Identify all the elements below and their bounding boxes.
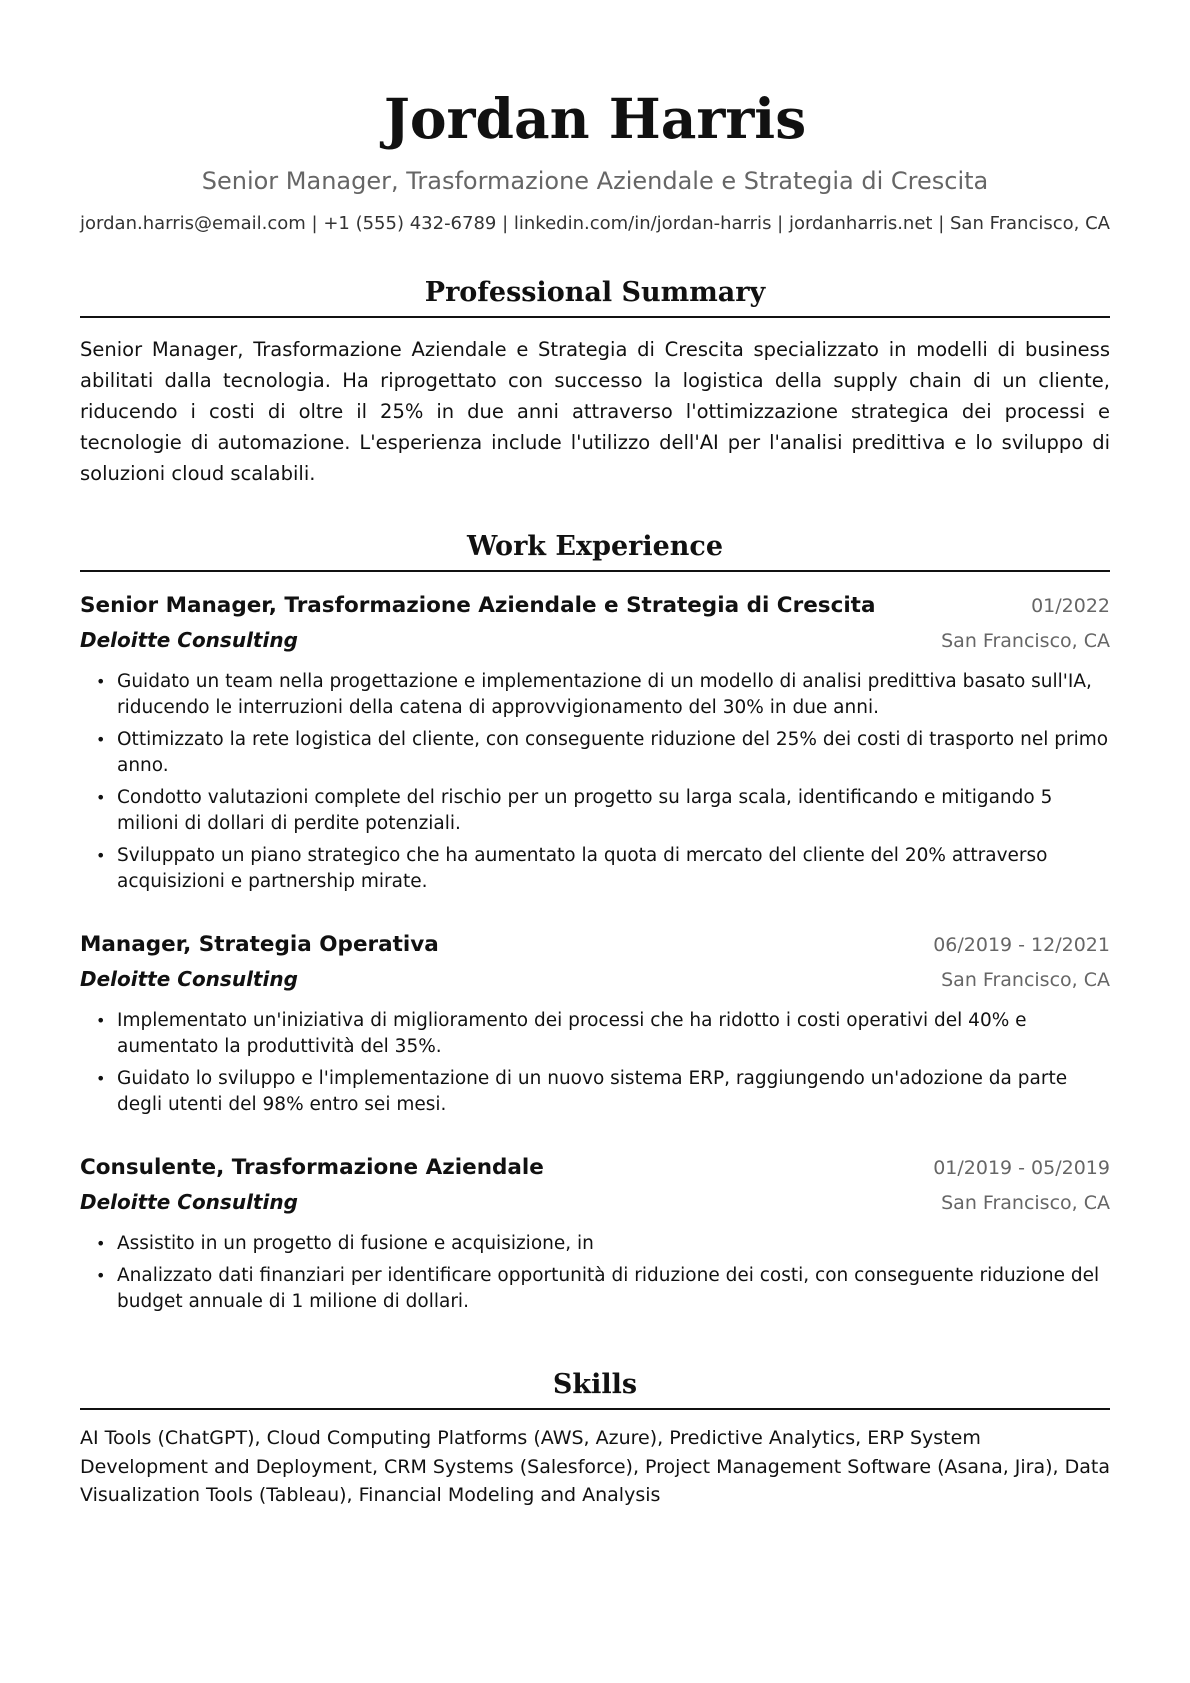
job-bullet: • Guidato lo sviluppo e l'implementazione di un nuovo sistema ERP, raggiungendo un'adozione da parte degli utenti del 98% entro sei mesi. [117,1066,1110,1118]
job-title-row [80,929,1110,961]
job-bullet: • Assistito in un progetto di fusione e acquisizione, in [117,1231,1110,1257]
job-bullet: • Ottimizzato la rete logistica del cliente, con conseguente riduzione del 25% dei costi di trasporto nel primo anno. [117,727,1110,779]
job-company: Deloitte Consulting [80,967,298,991]
contact-line: jordan.harris@email.com | +1 (555) 432-6789 | linkedin.com/in/jordan-harris | jordanharris.net | San Francisco, CA [80,213,1110,234]
job-bullets [80,1008,1110,1118]
job-bullets [80,669,1110,895]
job-entry [80,590,1110,895]
skills-text: AI Tools (ChatGPT), Cloud Computing Platforms (AWS, Azure), Predictive Analytics, ERP System Development and Deployment, CRM Systems (Salesforce), Project Management Software (Asana, Jira), Data Visualization Tools (Tableau), Financial Modeling and Analysis [80,1427,1110,1506]
job-entry [80,1152,1110,1315]
job-dates: 01/2019 - 05/2019 [933,1157,1110,1179]
job-bullets [80,1231,1110,1315]
job-bullet: • Guidato un team nella progettazione e implementazione di un modello di analisi predittiva basato sull'IA, riducendo le interruzioni della catena di approvvigionamento del 30% in due anni. [117,669,1110,721]
job-dates: 01/2022 [1031,595,1110,617]
job-location: San Francisco, CA [941,969,1110,991]
summary-section [80,273,1110,489]
job-company-row [80,622,1110,659]
job-location: San Francisco, CA [941,630,1110,652]
summary-text: Senior Manager, Trasformazione Aziendale e Strategia di Crescita specializzato in modelli di business abilitati dalla tecnologia. Ha riprogettato con successo la logistica della supply chain di un cliente, riducendo i costi di oltre il 25% in due anni attraverso l'ottimizzazione strategica dei processi e tecnologie di automazione. L'esperienza include l'utilizzo dell'AI per l'analisi predittiva e lo sviluppo di soluzioni cloud scalabili. [80,338,1110,485]
job-bullet: • Implementato un'iniziativa di miglioramento dei processi che ha ridotto i costi operativi del 40% e aumentato la produttività del 35%. [117,1008,1110,1060]
job-company: Deloitte Consulting [80,628,298,652]
job-company-row [80,1184,1110,1221]
candidate-name: Jordan Harris [383,86,807,151]
job-bullet: • Sviluppato un piano strategico che ha aumentato la quota di mercato del cliente del 20% attraverso acquisizioni e partnership mirate. [117,843,1110,895]
skills-section [80,1365,1110,1510]
job-company: Deloitte Consulting [80,1190,298,1214]
job-title: Consulente, Trasformazione Aziendale [80,1155,544,1180]
job-title: Senior Manager, Trasformazione Aziendale e Strategia di Crescita [80,593,876,618]
candidate-title: Senior Manager, Trasformazione Aziendale e Strategia di Crescita [201,167,989,195]
job-bullet: • Condotto valutazioni complete del rischio per un progetto su larga scala, identificando e mitigando 5 milioni di dollari di perdite potenziali. [117,785,1110,837]
job-title: Manager, Strategia Operativa [80,932,439,957]
job-location: San Francisco, CA [941,1192,1110,1214]
job-company-row [80,961,1110,998]
job-entry [80,929,1110,1118]
job-dates: 06/2019 - 12/2021 [933,934,1110,956]
summary-heading: Professional Summary [80,273,1110,318]
job-title-row [80,1152,1110,1184]
skills-heading: Skills [80,1365,1110,1410]
job-title-row [80,590,1110,622]
work-experience-heading: Work Experience [80,527,1110,572]
job-bullet: • Analizzato dati finanziari per identificare opportunità di riduzione dei costi, con conseguente riduzione del budget annuale di 1 milione di dollari. [117,1263,1110,1315]
work-experience-section [80,527,1110,1315]
